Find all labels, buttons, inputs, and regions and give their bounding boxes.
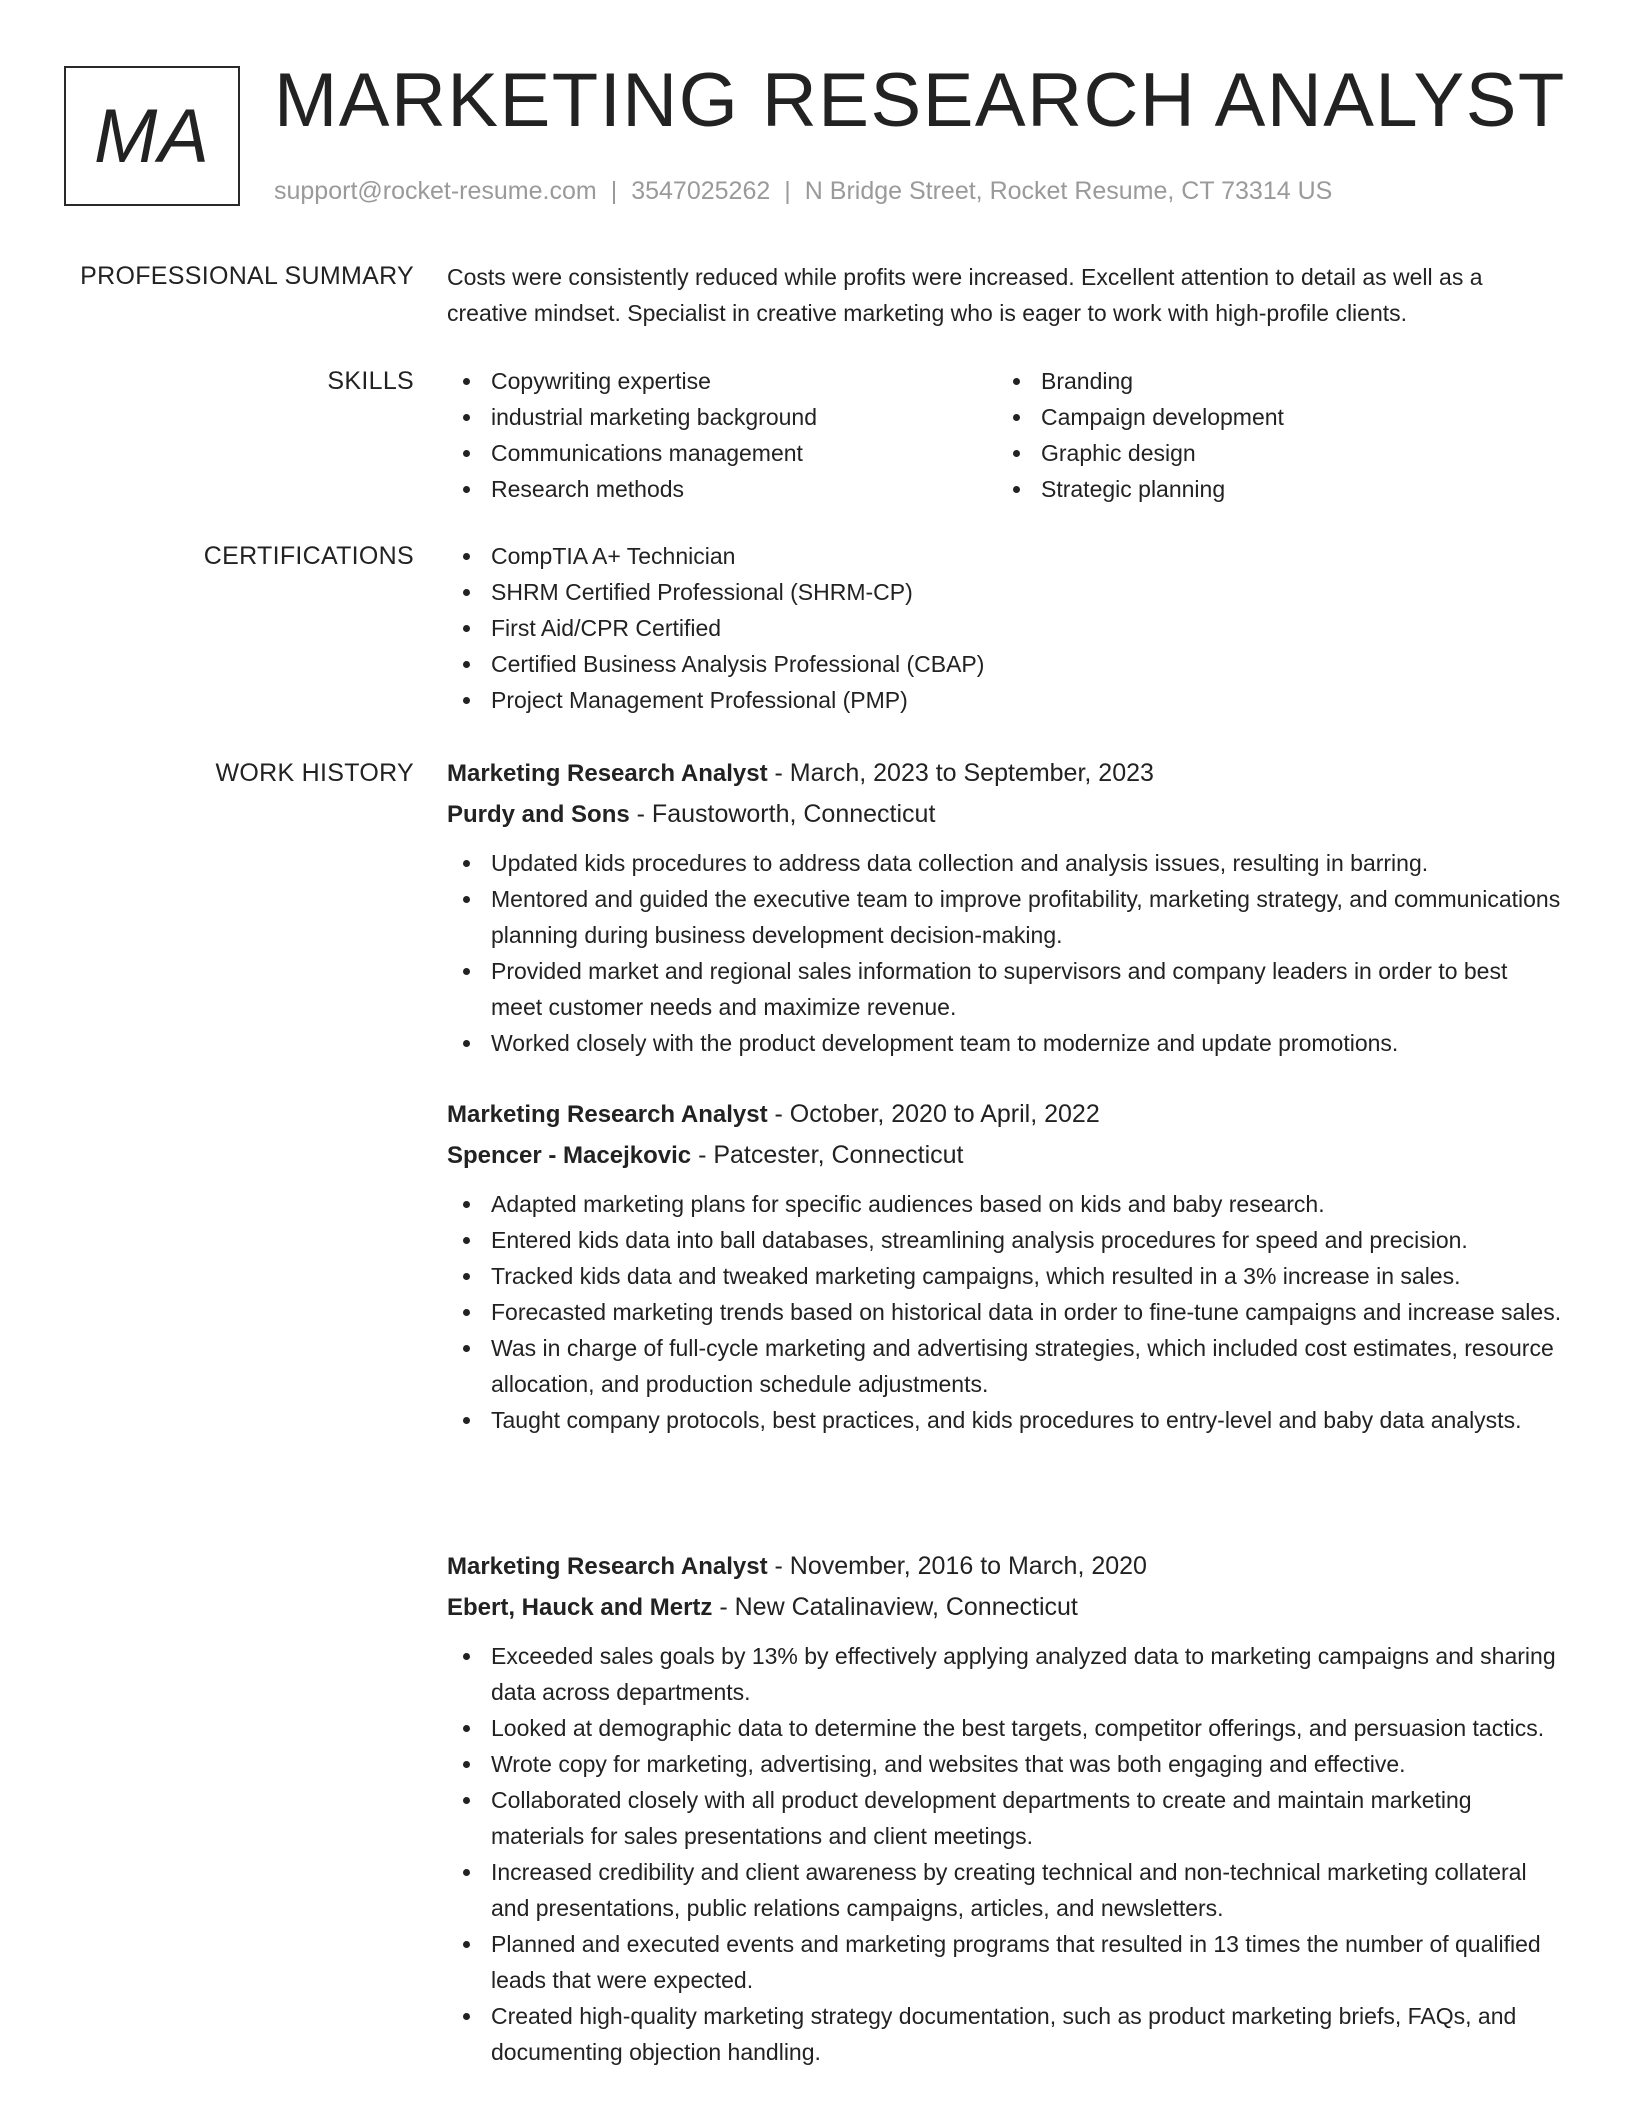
skills-column-2 (997, 363, 1547, 507)
job-bullet: Wrote copy for marketing, advertising, and websites that was both engaging and effective. (447, 1746, 1562, 1782)
job-bullet: Created high-quality marketing strategy documentation, such as product marketing briefs, FAQs, and documenting objection handling. (447, 1998, 1562, 2070)
certification-item: CompTIA A+ Technician (447, 538, 1562, 574)
job-bullet: Was in charge of full-cycle marketing and advertising strategies, which included cost estimates, resource allocation, and production schedule adjustments. (447, 1330, 1562, 1402)
job-dates: - October, 2020 to April, 2022 (767, 1100, 1100, 1128)
job-bullet: Exceeded sales goals by 13% by effectively applying analyzed data to marketing campaigns and sharing data across departments. (447, 1638, 1562, 1710)
job-location: - Patcester, Connecticut (691, 1141, 964, 1169)
job-title-line (447, 1546, 1562, 1587)
certification-item: Project Management Professional (PMP) (447, 682, 1562, 718)
job-bullet: Looked at demographic data to determine the best targets, competitor offerings, and persuasion tactics. (447, 1710, 1562, 1746)
job-location: - New Catalinaview, Connecticut (712, 1593, 1078, 1621)
job-entry (447, 753, 1562, 1061)
page-title: MARKETING RESEARCH ANALYST (274, 58, 1566, 143)
job-bullet: Taught company protocols, best practices, and kids procedures to entry-level and baby data analysts. (447, 1402, 1562, 1438)
job-location: - Faustoworth, Connecticut (629, 800, 936, 828)
job-bullets (447, 845, 1562, 1061)
certification-item: SHRM Certified Professional (SHRM-CP) (447, 574, 1562, 610)
section-label-summary: PROFESSIONAL SUMMARY (80, 262, 414, 290)
job-company-line (447, 794, 1562, 835)
job-bullet: Provided market and regional sales information to supervisors and company leaders in order to best meet customer needs and maximize revenue. (447, 953, 1562, 1025)
contact-separator: | (610, 177, 618, 205)
job-company: Purdy and Sons (447, 801, 630, 828)
contact-phone: 3547025262 (631, 177, 771, 205)
job-bullet: Increased credibility and client awareness by creating technical and non-technical marketing collateral and presentations, public relations campaigns, articles, and newsletters. (447, 1854, 1562, 1926)
job-title: Marketing Research Analyst (447, 1101, 768, 1128)
job-company: Ebert, Hauck and Mertz (447, 1594, 713, 1621)
section-label-work-history: WORK HISTORY (215, 759, 414, 787)
certification-item: Certified Business Analysis Professional (CBAP) (447, 646, 1562, 682)
skill-item: Campaign development (997, 399, 1547, 435)
certification-item: First Aid/CPR Certified (447, 610, 1562, 646)
summary-text: Costs were consistently reduced while profits were increased. Excellent attention to detail as well as a creative mindset. Specialist in creative marketing who is eager to work with high-profile clients. (447, 264, 1483, 326)
contact-email: support@rocket-resume.com (274, 177, 597, 205)
skill-item: Graphic design (997, 435, 1547, 471)
job-company-line (447, 1135, 1562, 1176)
contact-separator: | (784, 177, 791, 205)
contact-line (274, 174, 1332, 208)
job-title-line (447, 753, 1562, 794)
job-bullets (447, 1638, 1562, 2070)
skill-item: industrial marketing background (447, 399, 997, 435)
job-bullet: Forecasted marketing trends based on historical data in order to fine-tune campaigns and increase sales. (447, 1294, 1562, 1330)
skill-item: Strategic planning (997, 471, 1547, 507)
job-company-line (447, 1587, 1562, 1628)
job-entry (447, 1546, 1562, 2070)
skill-item: Communications management (447, 435, 997, 471)
skill-item: Research methods (447, 471, 997, 507)
job-bullet: Adapted marketing plans for specific audiences based on kids and baby research. (447, 1186, 1562, 1222)
job-bullet: Entered kids data into ball databases, streamlining analysis procedures for speed and precision. (447, 1222, 1562, 1258)
job-bullets (447, 1186, 1562, 1438)
skill-item: Copywriting expertise (447, 363, 997, 399)
job-company: Spencer - Macejkovic (447, 1142, 692, 1169)
job-title: Marketing Research Analyst (447, 760, 768, 787)
job-bullet: Tracked kids data and tweaked marketing campaigns, which resulted in a 3% increase in sales. (447, 1258, 1562, 1294)
section-label-certifications: CERTIFICATIONS (203, 542, 414, 570)
skill-item: Branding (997, 363, 1547, 399)
contact-address: N Bridge Street, Rocket Resume, CT 73314 US (804, 177, 1333, 205)
job-entry (447, 1094, 1562, 1438)
job-bullet: Planned and executed events and marketing programs that resulted in 13 times the number of qualified leads that were expected. (447, 1926, 1562, 1998)
job-dates: - November, 2016 to March, 2020 (767, 1552, 1147, 1580)
job-bullet: Collaborated closely with all product development departments to create and maintain marketing materials for sales presentations and client meetings. (447, 1782, 1562, 1854)
job-bullet: Worked closely with the product development team to modernize and update promotions. (447, 1025, 1562, 1061)
job-bullet: Updated kids procedures to address data collection and analysis issues, resulting in barring. (447, 845, 1562, 881)
monogram-logo: MA (64, 66, 240, 206)
certifications-list (447, 538, 1562, 718)
skills-list (447, 363, 1562, 507)
job-bullet: Mentored and guided the executive team to improve profitability, marketing strategy, and communications planning during business development decision-making. (447, 881, 1562, 953)
section-label-skills: SKILLS (327, 367, 414, 395)
job-title-line (447, 1094, 1562, 1135)
job-title: Marketing Research Analyst (447, 1553, 768, 1580)
skills-column-1 (447, 363, 997, 507)
job-dates: - March, 2023 to September, 2023 (767, 759, 1154, 787)
